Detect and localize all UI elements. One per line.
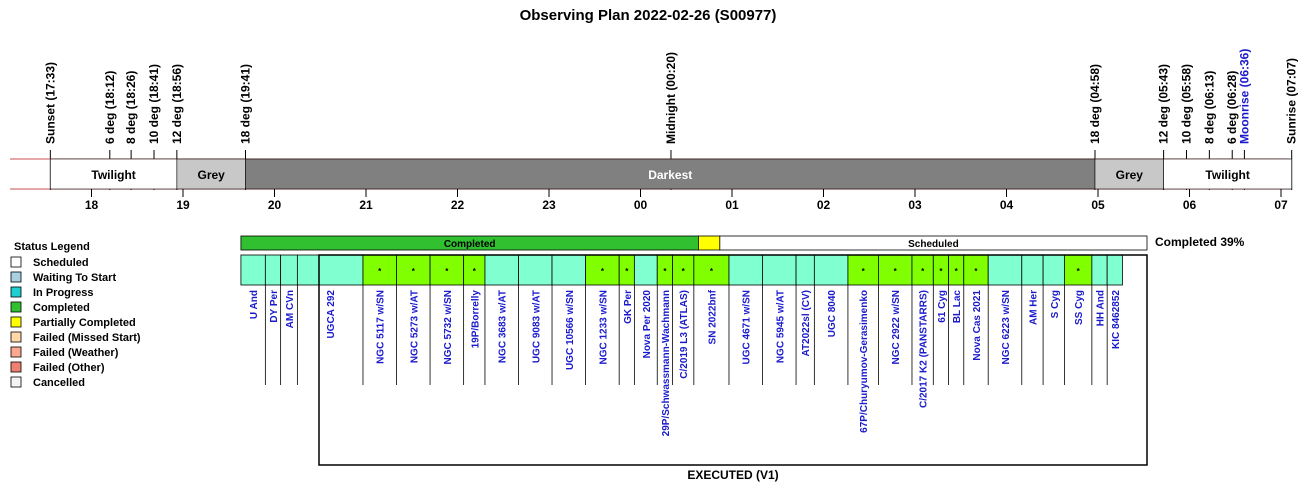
hour-label: 06 xyxy=(1182,198,1197,212)
legend-item-label: Completed xyxy=(33,302,90,314)
target-name: U And xyxy=(249,290,261,320)
status-bar xyxy=(241,236,1147,250)
hour-label: 01 xyxy=(725,198,739,212)
target-mark: * xyxy=(974,267,978,276)
hour-label: 23 xyxy=(542,198,556,212)
legend-item-label: Cancelled xyxy=(33,377,85,389)
target-mark: * xyxy=(472,267,476,276)
footer-label: EXECUTED (V1) xyxy=(687,468,779,482)
legend-swatch xyxy=(11,317,21,327)
legend-item-label: Partially Completed xyxy=(33,317,136,329)
legend-swatch xyxy=(11,347,21,357)
target-block xyxy=(265,255,280,285)
target-block xyxy=(1092,255,1107,285)
target-name: NGC 3683 w/AT xyxy=(497,289,509,364)
legend-swatch xyxy=(11,377,21,387)
target-name: NGC 1233 w/SN xyxy=(598,290,610,365)
target-name: UGC 10566 w/SN xyxy=(564,290,576,371)
target-name: 61 Cyg xyxy=(936,290,948,323)
status-legend xyxy=(11,241,141,389)
hour-label: 22 xyxy=(450,198,465,212)
target-name: C/2017 K2 (PANSTARRS) xyxy=(918,290,930,408)
hour-label: 03 xyxy=(908,198,922,212)
target-name: KIC 8462852 xyxy=(1110,290,1122,349)
target-block xyxy=(1043,255,1064,285)
legend-swatch xyxy=(11,272,21,282)
legend-swatch xyxy=(11,362,21,372)
target-mark: * xyxy=(939,267,943,276)
target-block xyxy=(519,255,552,285)
target-block xyxy=(762,255,796,285)
band-label: Twilight xyxy=(91,168,136,182)
legend-item-label: Scheduled xyxy=(33,257,89,269)
legend-swatch xyxy=(11,332,21,342)
target-name: NGC 5945 w/AT xyxy=(775,290,787,364)
target-block xyxy=(796,255,814,285)
legend-swatch xyxy=(11,257,21,267)
target-block xyxy=(1107,255,1122,285)
legend-item-label: Failed (Weather) xyxy=(33,347,119,359)
event-label: 12 deg (05:43) xyxy=(1156,63,1171,144)
band-label: Grey xyxy=(197,168,225,182)
target-name: AM Her xyxy=(1028,290,1040,326)
target-name: 19P/Borrelly xyxy=(470,290,482,349)
target-block xyxy=(552,255,586,285)
target-name: UGC 9083 w/AT xyxy=(531,290,543,364)
event-label: Sunset (17:33) xyxy=(43,61,58,145)
target-block xyxy=(988,255,1022,285)
event-label: 10 deg (18:41) xyxy=(146,63,161,144)
target-name: BL Lac xyxy=(952,290,964,324)
legend-swatch xyxy=(11,302,21,312)
legend-item-label: In Progress xyxy=(33,287,94,299)
target-block xyxy=(1022,255,1043,285)
event-label: 8 deg (18:26) xyxy=(124,70,139,144)
target-block xyxy=(281,255,298,285)
target-name: AM CVn xyxy=(285,290,297,329)
legend-item-label: Waiting To Start xyxy=(33,272,117,284)
target-mark: * xyxy=(600,267,604,276)
target-name: S Cyg xyxy=(1049,290,1061,319)
target-name: NGC 6223 w/SN xyxy=(1000,290,1012,365)
hour-label: 02 xyxy=(816,198,831,212)
target-name: SS Cyg xyxy=(1074,290,1086,326)
target-name: Nova Cas 2021 xyxy=(971,290,983,361)
event-label: 18 deg (04:58) xyxy=(1087,63,1102,144)
event-label: 8 deg (06:13) xyxy=(1202,70,1217,144)
legend-title: Status Legend xyxy=(14,241,90,253)
twilight-bands xyxy=(10,159,1292,189)
event-label: 18 deg (19:41) xyxy=(238,63,253,144)
target-name: DY Per xyxy=(268,290,280,323)
target-mark: * xyxy=(663,267,667,276)
target-block xyxy=(485,255,519,285)
event-label: 6 deg (18:12) xyxy=(102,70,117,144)
target-block xyxy=(297,255,363,285)
target-name: UGCA 292 xyxy=(326,290,338,339)
target-name: NGC 5117 w/SN xyxy=(375,290,387,364)
target-mark: * xyxy=(893,267,897,276)
target-mark: * xyxy=(411,267,415,276)
target-name: Nova Per 2020 xyxy=(641,290,653,359)
target-block xyxy=(814,255,848,285)
target-block xyxy=(634,255,657,285)
target-name: C/2019 L3 (ATLAS) xyxy=(679,290,691,379)
target-name: NGC 2922 w/SN xyxy=(891,290,903,365)
legend-swatch xyxy=(11,287,21,297)
event-label: 10 deg (05:58) xyxy=(1179,63,1194,144)
status-segment-label: Scheduled xyxy=(908,239,959,250)
band-label: Darkest xyxy=(648,168,693,182)
hour-axis xyxy=(85,189,1288,212)
target-mark: * xyxy=(1076,267,1080,276)
legend-item-label: Failed (Other) xyxy=(33,362,105,374)
event-label: Sunrise (07:07) xyxy=(1284,57,1299,144)
hour-label: 19 xyxy=(176,198,190,212)
hour-label: 20 xyxy=(267,198,282,212)
legend-item-label: Failed (Missed Start) xyxy=(33,332,141,344)
target-mark: * xyxy=(445,267,449,276)
target-name: 29P/Schwassmann-Wachmann xyxy=(660,290,672,437)
chart-title: Observing Plan 2022-02-26 (S00977) xyxy=(519,7,777,24)
target-block xyxy=(241,255,265,285)
target-name: AT2022sl (CV) xyxy=(801,290,813,357)
target-block xyxy=(729,255,762,285)
target-mark: * xyxy=(681,267,685,276)
completed-percent: Completed 39% xyxy=(1155,235,1245,249)
status-segment-label: Completed xyxy=(443,239,496,250)
target-mark: * xyxy=(378,267,382,276)
target-name: UGC 8040 xyxy=(827,290,839,338)
target-name: UGC 4671 w/SN xyxy=(741,290,753,365)
hour-label: 18 xyxy=(84,198,99,212)
hour-label: 00 xyxy=(633,198,648,212)
target-mark: * xyxy=(625,267,629,276)
event-label: Midnight (00:20) xyxy=(663,52,678,144)
target-name: HH And xyxy=(1095,290,1107,327)
band-label: Grey xyxy=(1115,168,1143,182)
event-label: Moonrise (06:36) xyxy=(1237,48,1252,144)
hour-label: 04 xyxy=(999,198,1014,212)
band-label: Twilight xyxy=(1205,168,1250,182)
hour-label: 21 xyxy=(359,198,373,212)
event-label: 6 deg (06:28) xyxy=(1225,70,1240,144)
target-mark: * xyxy=(861,267,865,276)
target-mark: * xyxy=(709,267,713,276)
status-segment xyxy=(698,236,719,250)
event-label: 12 deg (18:56) xyxy=(169,63,184,144)
target-name: GK Per xyxy=(622,290,634,324)
hour-label: 05 xyxy=(1091,198,1105,212)
target-name: NGC 5273 w/AT xyxy=(409,290,421,364)
target-mark: * xyxy=(954,267,958,276)
target-name: 67P/Churyumov-Gerasimenko xyxy=(859,290,871,433)
target-name: SN 2022bnf xyxy=(707,290,719,345)
target-name: NGC 5732 w/SN xyxy=(442,289,454,365)
target-blocks xyxy=(241,255,1123,436)
target-mark: * xyxy=(921,267,925,276)
hour-label: 07 xyxy=(1274,198,1288,212)
